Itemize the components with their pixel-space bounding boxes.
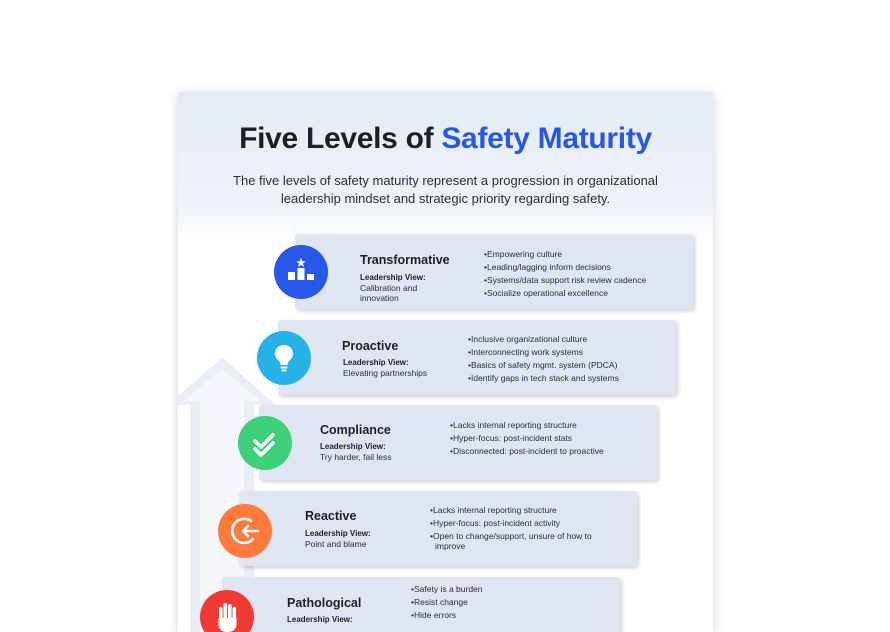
level-name-compliance: Compliance <box>320 423 391 437</box>
bullet-item: • Basics of safety mgmt. system (PDCA) <box>468 360 683 370</box>
bullet-item: • Inclusive organizational culture <box>468 334 683 344</box>
bullet-item: • Empowering culture <box>484 249 699 259</box>
bullet-item: • Interconnecting work systems <box>468 347 683 357</box>
leadership-view-reactive: Point and blame <box>305 539 367 549</box>
level-name-reactive: Reactive <box>305 509 357 523</box>
bullet-item: • Hyper-focus: post-incident stats <box>450 433 610 443</box>
infographic-document <box>178 92 713 632</box>
page-title: Five Levels of Safety Maturity <box>239 122 652 155</box>
bullet-item: • Resist change <box>411 597 571 607</box>
level-circle-transformative <box>274 245 328 299</box>
level-circle-reactive <box>218 504 272 558</box>
page-subtitle: The five levels of safety maturity represent a progression in organizational leadership mindset and strategic priority regarding safety. <box>233 173 658 206</box>
level-name-transformative: Transformative <box>360 253 450 267</box>
bullet-item: • Disconnected: post-incident to proactive <box>450 446 610 456</box>
leadership-view-proactive: Elevating partnerships <box>343 368 428 378</box>
bullet-item: • Socialize operational excellence <box>484 288 699 298</box>
bullets-pathological <box>411 584 571 623</box>
bullet-item: • Safety is a burden <box>411 584 571 594</box>
bullets-reactive <box>430 505 595 554</box>
bullet-item: • Lacks internal reporting structure <box>430 505 595 515</box>
level-circle-proactive <box>257 331 311 385</box>
leadership-label-transformative: Leadership View: <box>360 273 426 282</box>
level-name-proactive: Proactive <box>342 339 399 353</box>
bullet-item: • Leading/lagging inform decisions <box>484 262 699 272</box>
incoming-arrow-icon <box>218 504 272 558</box>
double-check-icon <box>238 416 292 470</box>
bullet-item: • Open to change/support, unsure of how to improve <box>430 531 595 551</box>
leadership-label-compliance: Leadership View: <box>320 442 386 451</box>
bullets-transformative <box>484 249 699 301</box>
level-name-pathological: Pathological <box>287 596 362 610</box>
leadership-label-reactive: Leadership View: <box>305 529 371 538</box>
level-circle-compliance <box>238 416 292 470</box>
leadership-view-compliance: Try harder, fail less <box>320 452 392 462</box>
bullet-item: • Lacks internal reporting structure <box>450 420 610 430</box>
bullet-item: • Hide errors <box>411 610 571 620</box>
leadership-view-transformative: Calibration and innovation <box>360 283 418 303</box>
bullet-item: • Identify gaps in tech stack and systems <box>468 373 683 383</box>
leadership-label-pathological: Leadership View: <box>287 615 353 624</box>
bullets-proactive <box>468 334 683 386</box>
bullet-item: • Hyper-focus: post-incident activity <box>430 518 595 528</box>
lightbulb-icon <box>257 331 311 385</box>
podium-icon <box>274 245 328 299</box>
bullets-compliance <box>450 420 610 459</box>
leadership-label-proactive: Leadership View: <box>343 358 409 367</box>
bullet-item: • Systems/data support risk review cadence <box>484 275 699 285</box>
